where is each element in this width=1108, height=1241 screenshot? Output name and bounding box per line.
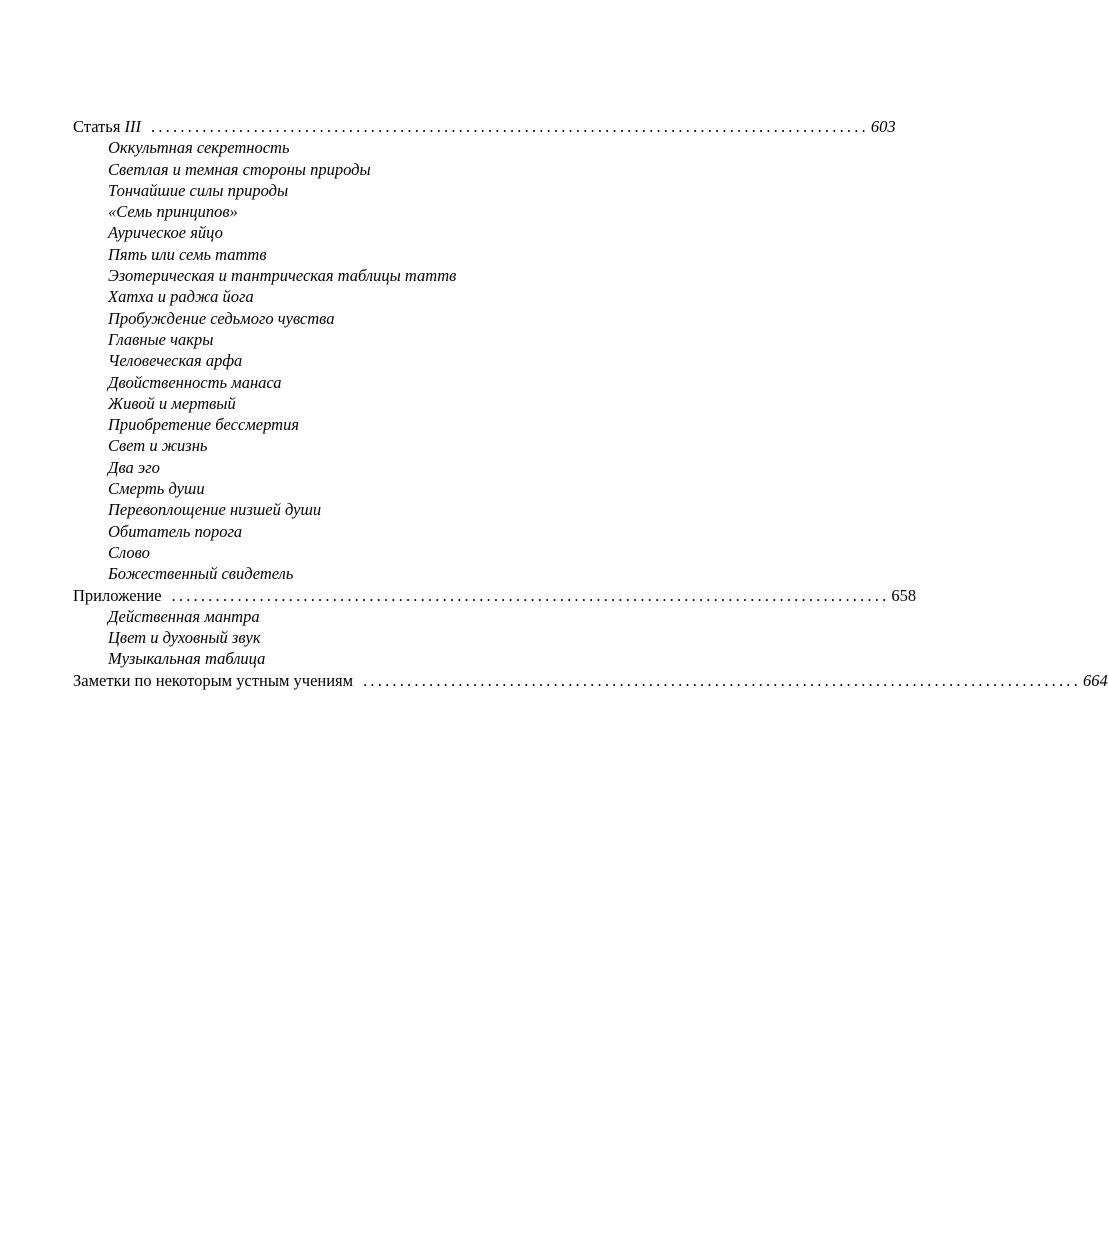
toc-subitem[interactable]: Пробуждение седьмого чувства xyxy=(108,308,335,328)
toc-subitem[interactable]: Хатха и раджа йога xyxy=(108,287,254,307)
page-number: 603 xyxy=(870,117,896,136)
toc-entry-title: Приложение xyxy=(73,585,162,605)
toc-subitem[interactable]: Светлая и темная стороны природы xyxy=(108,159,371,179)
dot-leader: .................................................................................................. xyxy=(171,585,890,605)
toc-subitem[interactable]: Цвет и духовный звук xyxy=(108,628,261,648)
toc-subitem[interactable]: Перевоплощение низшей души xyxy=(108,500,322,520)
toc-subitem[interactable]: Музыкальная таблица xyxy=(108,649,266,669)
toc-entry-appendix[interactable] xyxy=(73,585,917,606)
toc-subitem[interactable]: Человеческая арфа xyxy=(108,351,243,371)
dot-leader: .................................................................................................. xyxy=(363,670,1081,690)
toc-entry-title: Заметки по некоторым устным учениям xyxy=(73,670,354,690)
toc-subitem[interactable]: Два эго xyxy=(108,457,160,477)
dot-leader: .................................................................................................. xyxy=(151,117,869,136)
toc-subitem[interactable]: Обитатель порога xyxy=(108,521,243,541)
toc-subitem[interactable]: Аурическое яйцо xyxy=(108,223,223,243)
toc-entry-section3[interactable] xyxy=(73,116,896,137)
toc-subitem[interactable]: Приобретение бессмертия xyxy=(108,415,299,435)
toc-subitem[interactable]: Эзотерическая и тантрическая таблицы таттв xyxy=(108,266,457,286)
section-numeral: III xyxy=(124,117,142,136)
toc-subitem[interactable]: Двойственность манаса xyxy=(108,372,282,392)
toc-entry-title: Статья III xyxy=(73,117,142,136)
toc-subitem[interactable]: Пять или семь таттв xyxy=(108,244,267,264)
page-number: 664 xyxy=(1082,670,1108,690)
page-number: 658 xyxy=(891,585,917,605)
toc-subitem[interactable]: Смерть души xyxy=(108,479,205,499)
toc-subitem[interactable]: Главные чакры xyxy=(108,329,214,349)
toc-subitem[interactable]: Оккультная секретность xyxy=(108,138,290,158)
toc-subitem[interactable]: «Семь принципов» xyxy=(108,202,238,222)
table-of-contents xyxy=(73,116,1108,691)
toc-subitem[interactable]: Божественный свидетель xyxy=(108,564,294,584)
toc-subitem[interactable]: Живой и мертвый xyxy=(108,393,236,413)
toc-subitem[interactable]: Действенная мантра xyxy=(108,606,260,626)
toc-subitem[interactable]: Свет и жизнь xyxy=(108,436,208,456)
toc-entry-notes[interactable] xyxy=(73,670,1108,691)
toc-subitem[interactable]: Слово xyxy=(108,542,150,562)
toc-subitem[interactable]: Тончайшие силы природы xyxy=(108,180,289,200)
